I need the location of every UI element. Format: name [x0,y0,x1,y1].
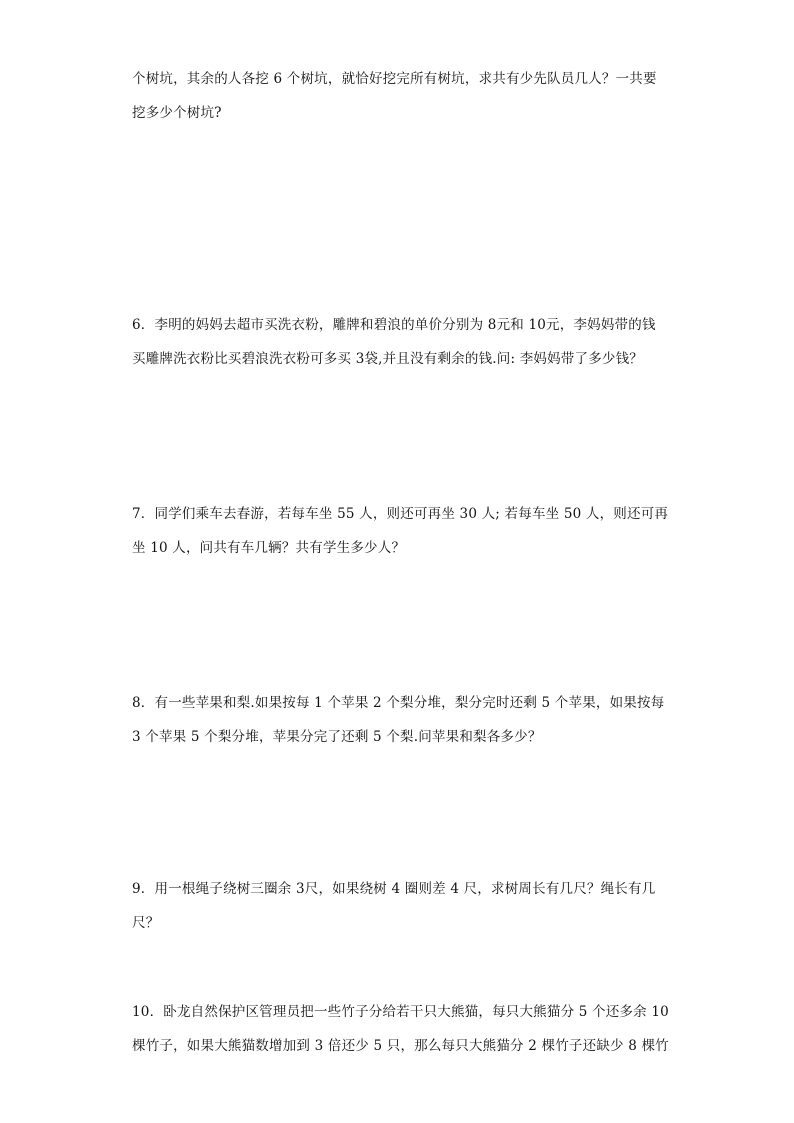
problem-7 [132,497,669,565]
problem-text-line: 棵竹子，如果大熊猫数增加到 3 倍还少 5 只，那么每只大熊猫分 2 棵竹子还缺少 8 棵竹 [132,1038,669,1054]
problem-text-line: 8．有一些苹果和梨.如果按每 1 个苹果 2 个梨分堆，梨分完时还剩 5 个苹果，如果按每 [132,695,665,711]
problem-10 [132,995,669,1063]
problem-8 [132,686,664,754]
problem-text-line: 尺？ [132,915,160,931]
problem-text-line: 坐 10 人，问共有车几辆？共有学生多少人？ [132,540,406,556]
problem-text-line: 9．用一根绳子绕树三圈余 3尺，如果绕树 4 圈则差 4 尺，求树周长有几尺？绳长有几 [132,881,656,897]
problem-6 [132,308,664,376]
problem-9 [132,872,664,940]
problem-text-line: 3 个苹果 5 个梨分堆，苹果分完了还剩 5 个梨.问苹果和梨各多少？ [132,729,542,745]
problem-text-line: 6．李明的妈妈去超市买洗衣粉，雕牌和碧浪的单价分别为 8元和 10元，李妈妈带的钱 [132,317,656,333]
problem-text-line: 买雕牌洗衣粉比买碧浪洗衣粉可多买 3袋,并且没有剩余的钱.问: 李妈妈带了多少钱？ [132,351,644,367]
problem-text-line: 挖多少个树坑? [132,105,222,121]
problem-text-line: 10．卧龙自然保护区管理员把一些竹子分给若干只大熊猫，每只大熊猫分 5 个还多余 10 [132,1004,669,1020]
problem-text-line: 个树坑，其余的人各挖 6 个树坑，就恰好挖完所有树坑，求共有少先队员几人？一共要 [132,71,657,87]
problem-text-line: 7．同学们乘车去春游，若每车坐 55 人，则还可再坐 30 人; 若每车坐 50 人，则还可再 [132,506,669,522]
problem-5-continuation [132,62,664,130]
